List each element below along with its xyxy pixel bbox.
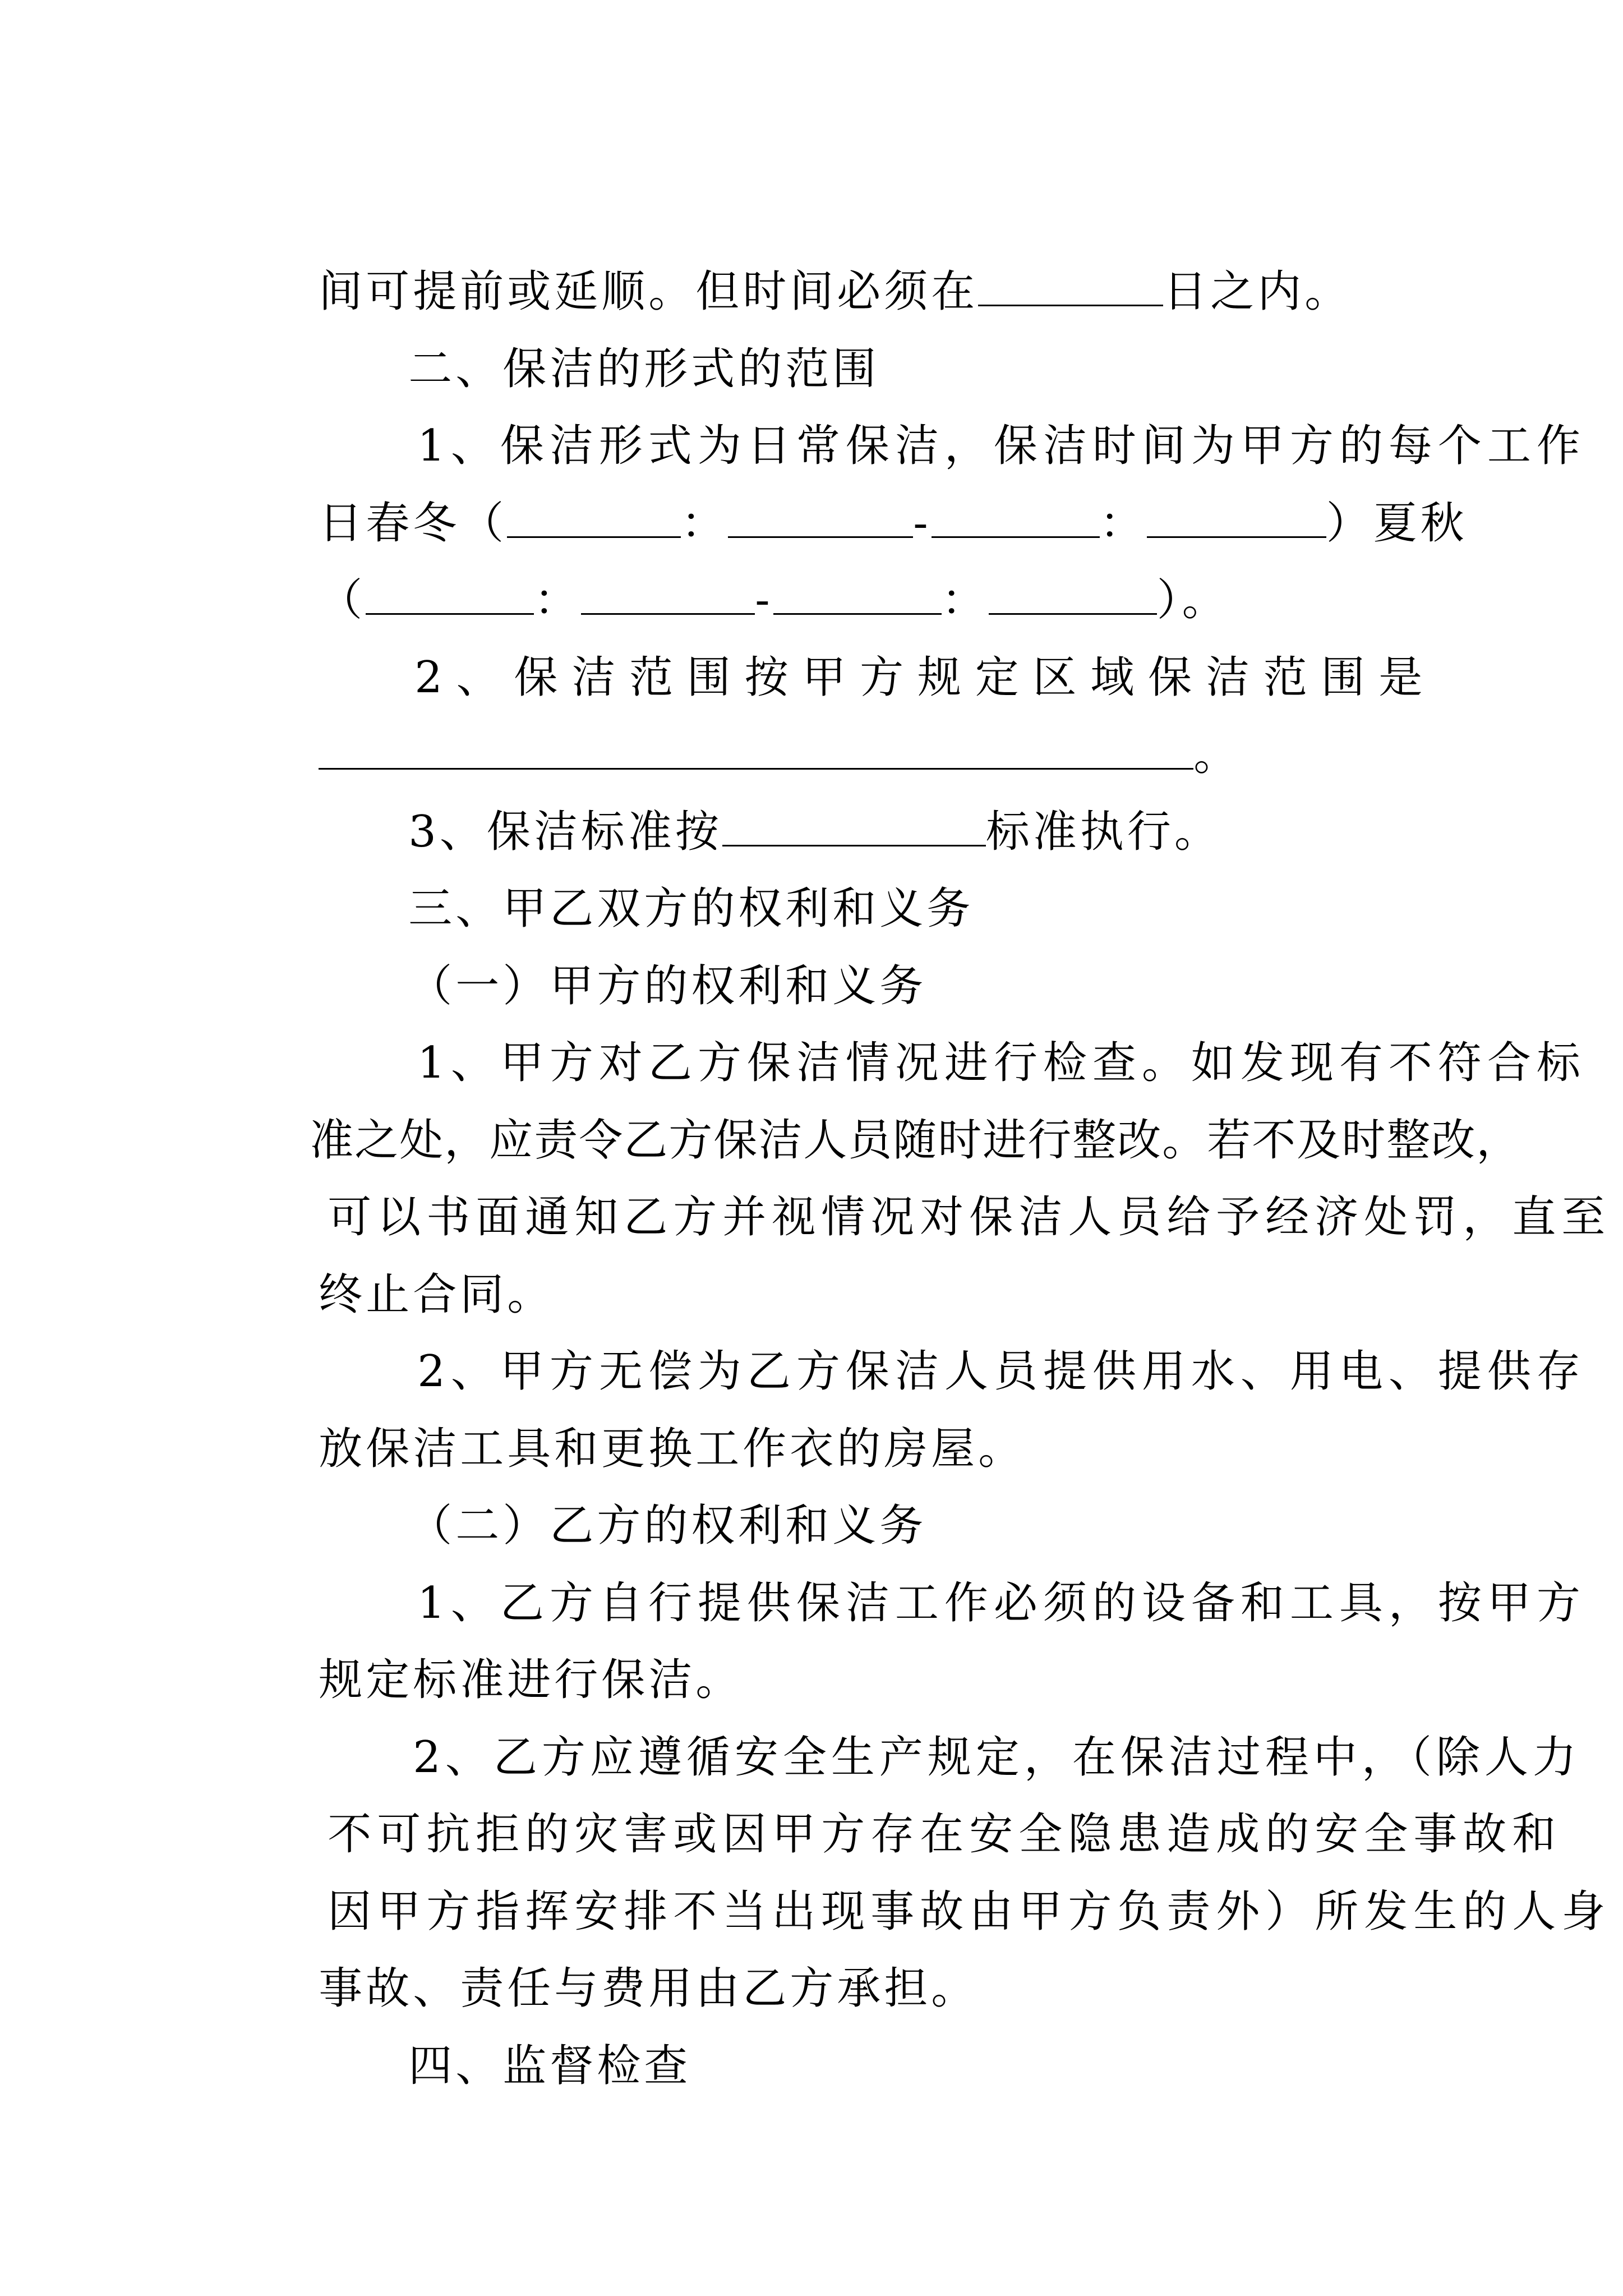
text-segment: 1、乙方自行提供保洁工作必须的设备和工具，按甲方 (417, 1578, 1586, 1628)
section-heading (339, 825, 974, 934)
text-segment: 放保洁工具和更换工作衣的房屋。 (319, 1424, 1026, 1474)
section-heading (339, 285, 880, 394)
text-line (250, 671, 1241, 780)
text-segment: 间可提前或延顺。但时间必须在 (319, 266, 979, 317)
text-segment: 终止合同。 (319, 1269, 555, 1320)
text-segment: - (913, 498, 932, 549)
text-line (250, 1133, 1611, 1243)
text-segment: （ (319, 575, 366, 625)
text-segment: ： (1099, 498, 1147, 549)
text-segment: 四、监督检查 (408, 2041, 691, 2091)
text-line (250, 1596, 743, 1705)
text-line (339, 1519, 1586, 1628)
text-segment: 3、保洁标准按 (408, 807, 722, 857)
text-line (339, 1287, 1586, 1397)
text-line (250, 1750, 1562, 1860)
text-line (339, 362, 1586, 471)
text-segment: - (755, 575, 773, 625)
text-segment: 二、保洁的形式的范围 (408, 344, 880, 394)
subsection-heading (339, 902, 927, 1011)
text-line (250, 516, 1229, 625)
text-segment: 事故、责任与费用由乙方承担。 (319, 1963, 979, 2014)
text-segment: 2、乙方应遵循安全生产规定，在保洁过程中，（除人力 (413, 1732, 1581, 1783)
text-segment: 2 、 保 洁 范 围 按 甲 方 规 定 区 域 保 洁 范 围 是 (414, 652, 1423, 703)
text-segment: （二）乙方的权利和义务 (408, 1501, 927, 1551)
text-segment: ： (534, 575, 582, 625)
text-line (339, 748, 1221, 857)
text-line (250, 1904, 979, 2014)
section-heading (339, 1982, 691, 2091)
fill-in-blank (978, 268, 1163, 306)
text-segment: ）。 (1156, 575, 1229, 625)
text-segment: 1、甲方对乙方保洁情况进行检查。如发现有不符合标 (417, 1038, 1586, 1088)
text-segment: 日春冬（ (319, 498, 508, 549)
text-line (339, 979, 1586, 1088)
text-segment: 因甲方指挥安排不当出现事故由甲方负责外）所发生的人身 (328, 1887, 1611, 1937)
text-segment: （一）甲方的权利和义务 (408, 961, 927, 1011)
text-line (250, 1828, 1611, 1937)
text-segment: 准之处，应责令乙方保洁人员随时进行整改。若不及时整改， (310, 1115, 1521, 1166)
text-segment: ）夏秋 (1326, 498, 1468, 549)
text-line (250, 1056, 1521, 1166)
text-segment: 。 (1193, 730, 1241, 780)
text-line (250, 208, 1352, 317)
text-segment: 不可抗拒的灾害或因甲方存在安全隐患造成的安全事故和 (328, 1809, 1562, 1860)
text-segment: 可以书面通知乙方并视情况对保洁人员给予经济处罚，直至 (328, 1192, 1611, 1243)
text-line (250, 1211, 555, 1320)
text-segment: 标准执行。 (985, 807, 1221, 857)
text-line (359, 593, 1423, 703)
text-segment: ： (941, 575, 989, 625)
text-segment: ： (681, 498, 728, 549)
text-segment: 2、甲方无偿为乙方保洁人员提供用水、用电、提供存 (417, 1346, 1586, 1397)
text-line (250, 1365, 1026, 1474)
text-segment: 1、保洁形式为日常保洁，保洁时间为甲方的每个工作 (417, 421, 1586, 471)
subsection-heading (339, 1442, 927, 1551)
text-line (339, 1673, 1581, 1783)
text-segment: 日之内。 (1163, 266, 1352, 317)
text-segment: 规定标准进行保洁。 (319, 1655, 743, 1705)
text-segment: 三、甲乙双方的权利和义务 (408, 884, 974, 934)
text-line (250, 439, 1468, 549)
